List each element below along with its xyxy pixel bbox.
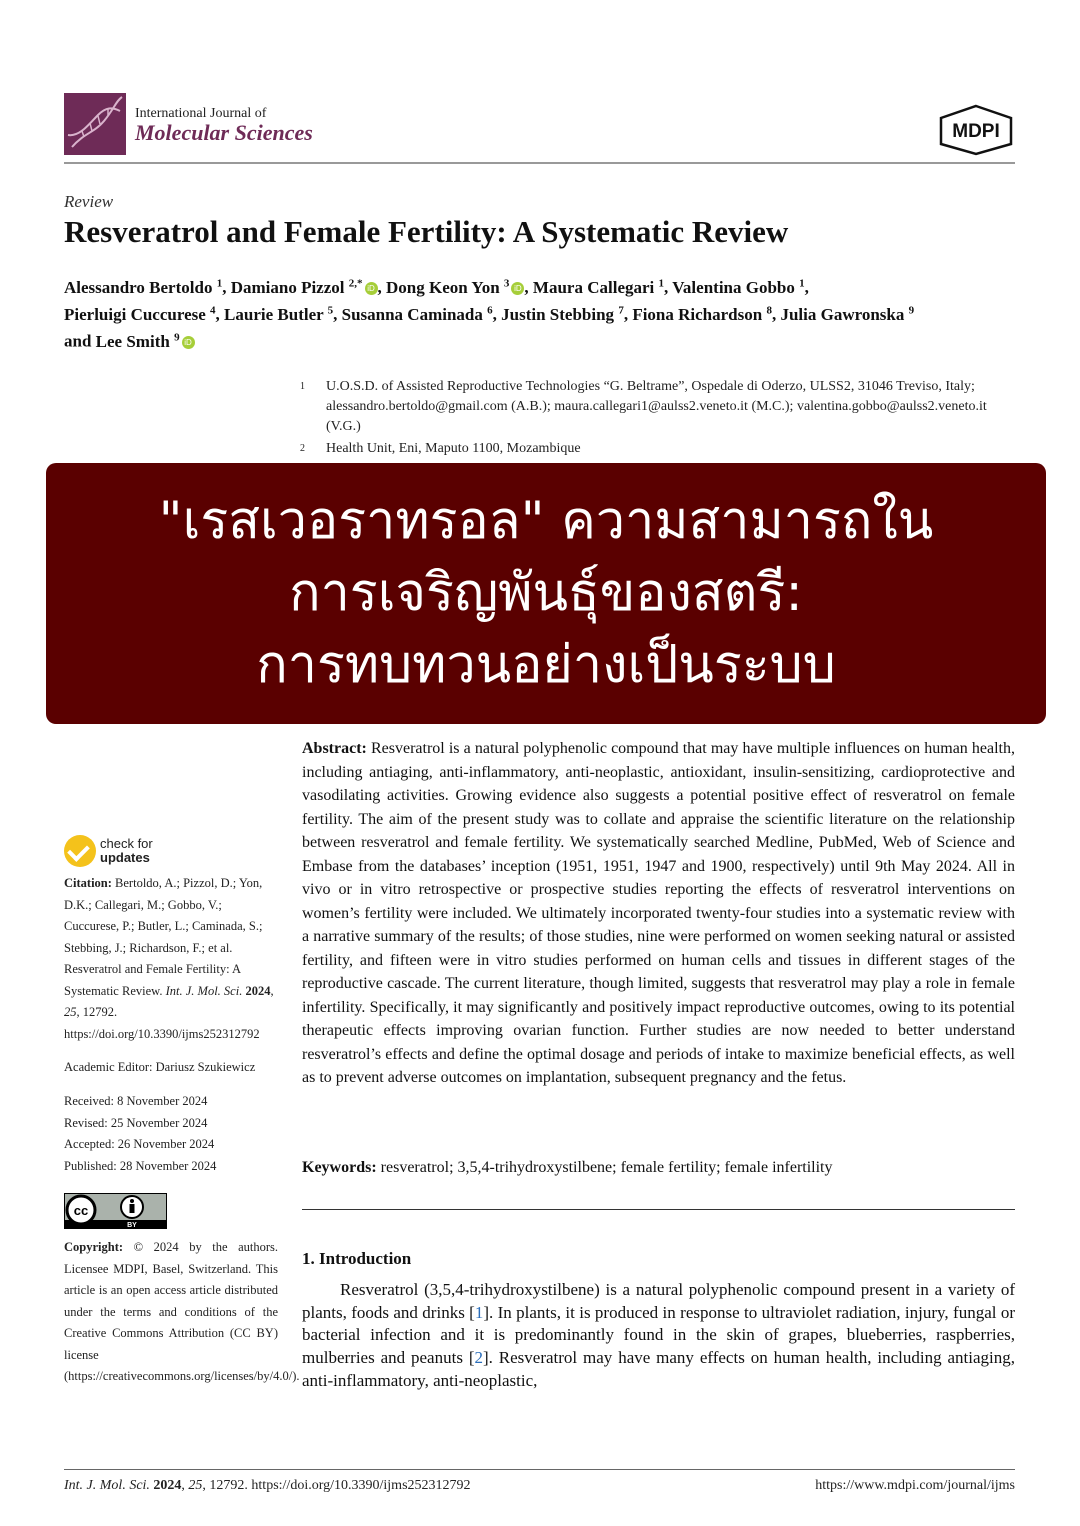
journal-logo	[64, 93, 126, 155]
check-line-2: updates	[100, 850, 150, 865]
citation-journal: Int. J. Mol. Sci.	[165, 983, 243, 998]
mdpi-logo	[937, 104, 1015, 156]
dna-icon	[64, 93, 126, 155]
section-divider	[302, 1209, 1015, 1210]
author-name: Damiano Pizzol $^{2,*}$ iD	[231, 278, 378, 297]
svg-text:MDPI: MDPI	[952, 121, 1000, 142]
author-affiliation-sup: 6	[487, 304, 493, 317]
banner-text	[46, 485, 1046, 701]
author-affiliation-sup: 1	[658, 277, 665, 289]
author-affiliation-sup: 9	[908, 304, 915, 317]
author-name: Valentina Gobbo $^1$	[672, 277, 805, 297]
footer-journal-url[interactable]: https://www.mdpi.com/journal/ijms	[815, 1478, 1015, 1493]
author-name: Susanna Caminada $^6$	[341, 304, 493, 324]
author-name: Fiona Richardson $^8$	[632, 304, 772, 324]
banner-line-2: การเจริญพันธุ์ของสตรี:	[289, 563, 803, 623]
svg-text:BY: BY	[127, 1222, 137, 1229]
footer-doi[interactable]: , 12792. https://doi.org/10.3390/ijms252312792	[202, 1478, 471, 1493]
received-date: Received: 8 November 2024	[64, 1094, 208, 1108]
check-icon	[64, 835, 96, 867]
header-rule	[64, 162, 1015, 164]
author-name: Lee Smith $^9$ iD	[96, 332, 195, 351]
copyright-text: © 2024 by the authors. Licensee MDPI, Basel, Switzerland. This article is an open access article distributed under the terms and conditions of the Creative Commons Attribution (CC BY) license (https://creativecommons.org/licenses/by/4.0/).	[64, 1240, 300, 1383]
introduction-paragraph: Resveratrol (3,5,4-trihydroxystilbene) is a natural polyphenolic compound present in a variety of plants, foods and drinks [1]. In plants, it is produced in response to ultraviolet radiation, injury, fungal or bacterial infection and it is predominantly found in the skin of grapes, blueberries, raspberries, mulberries and peanuts [2]. Resveratrol may have many effects on human health, including antiaging, anti-inflammatory, anti-neoplastic,	[302, 1280, 1016, 1390]
author-affiliation-sup: 9	[174, 331, 180, 344]
author-name: Maura Callegari $^1$	[532, 277, 665, 297]
section-heading: 1. Introduction	[302, 1249, 412, 1268]
author-affiliation-sup: 5	[327, 304, 334, 317]
abstract	[302, 737, 1015, 1090]
keywords-label: Keywords:	[302, 1159, 377, 1176]
svg-text:cc: cc	[73, 1203, 89, 1218]
copyright-label: Copyright:	[64, 1240, 124, 1254]
cc-by-license-icon[interactable]	[64, 1193, 167, 1229]
published-date: Published: 28 November 2024	[64, 1159, 217, 1173]
keywords	[302, 1159, 1015, 1177]
citation-year: 2024	[245, 983, 271, 998]
check-for-updates-badge[interactable]	[64, 835, 184, 871]
affiliation-text: U.O.S.D. of Assisted Reproductive Technologies “G. Beltrame”, Ospedale di Oderzo, ULSS2, 31046 Treviso, Italy; alessandro.bertoldo@gmail.com (A.B.); maura.callegari1@aulss2.veneto.it (M.C.); valentina.gobbo@aulss2.veneto.it (V.G.)	[326, 379, 987, 434]
article-type: Review	[64, 192, 114, 211]
author-name: Dong Keon Yon $^3$ iD	[386, 278, 524, 297]
author-affiliation-sup: 1	[799, 277, 805, 289]
author-affiliation-sup: 7	[618, 304, 624, 317]
article-title: Resveratrol and Female Fertility: A Systematic Review	[64, 214, 789, 249]
academic-editor: Academic Editor: Dariusz Szukiewicz	[64, 1060, 256, 1074]
author-affiliation-sup: 2,*	[348, 277, 363, 289]
check-line-1: check for	[100, 836, 153, 851]
orcid-icon[interactable]: iD	[365, 282, 378, 295]
author-affiliation-sup: 8	[766, 304, 772, 317]
orcid-icon[interactable]: iD	[182, 336, 195, 349]
keywords-text: resveratrol; 3,5,4-trihydroxystilbene; female fertility; female infertility	[380, 1159, 833, 1176]
author-name: Laurie Butler $^5$	[224, 304, 334, 324]
footer-citation: Int. J. Mol. Sci. 2024, 25, 12792. https://doi.org/10.3390/ijms252312792	[64, 1478, 471, 1493]
affiliation-1	[302, 377, 1022, 437]
citation: Citation: Bertoldo, A.; Pizzol, D.; Yon, D.K.; Callegari, M.; Gobbo, V.; Cuccurese, P.; Butler, L.; Caminada, S.; Stebbing, J.; Richardson, F.; et al. Resveratrol and Female Fertility: A Systematic Review. Int. J. Mol. Sci. 2024, 25, 12792. https://doi.org/10.3390/ijms252312792	[64, 876, 274, 1041]
author-name: Julia Gawronska $^9$	[780, 304, 915, 324]
title-banner	[46, 463, 1046, 724]
author-name: Pierluigi Cuccurese $^4$	[64, 304, 216, 324]
author-affiliation-sup: 3	[503, 277, 510, 289]
footer-rule	[64, 1469, 1015, 1470]
journal-prefix: International Journal of	[135, 106, 267, 121]
journal-name: Molecular Sciences	[135, 120, 313, 145]
author-affiliation-sup: 4	[210, 304, 216, 317]
citation-doi[interactable]: , 12792. https://doi.org/10.3390/ijms252312792	[64, 1005, 260, 1041]
author-name: Justin Stebbing $^7$	[501, 304, 624, 324]
affiliation-2	[302, 439, 1022, 459]
copyright	[64, 1237, 300, 1388]
revised-date: Revised: 25 November 2024	[64, 1116, 208, 1130]
reference-link[interactable]: 2	[474, 1348, 483, 1368]
author-list: Alessandro Bertoldo $^1$, Damiano Pizzol $^{2,*}$ iD , Dong Keon Yon $^3$ iD , Maura Callegari $^1$, Valentina Gobbo $^1$, Pierluigi Cuccurese $^4$, Laurie Butler $^5$, Susanna Caminada $^6$, Justin Stebbing $^7$, Fiona Richardson $^8$, Julia Gawronska $^9$ and Lee Smith $^9$ iD	[64, 277, 915, 351]
citation-volume: 25	[64, 1005, 77, 1019]
affiliation-number: 2	[300, 443, 305, 454]
banner-line-3: การทบทวนอย่างเป็นระบบ	[256, 635, 836, 695]
orcid-icon[interactable]: iD	[511, 282, 524, 295]
reference-link[interactable]: 1	[474, 1302, 484, 1322]
banner-line-1: "เรสเวอราทรอล" ความสามารถใน	[158, 491, 934, 551]
author-name: Alessandro Bertoldo $^1$	[64, 277, 223, 297]
abstract-text: Resveratrol is a natural polyphenolic compound that may have multiple influences on human health, including antiaging, anti-inflammatory, anti-neoplastic, antioxidant, insulin-sensitizing, cardioprotective and vasodilating activities. Growing evidence also suggests a potential positive effect of resveratrol on female fertility. The aim of the present study was to collate and appraise the scientific literature on the relationship between resveratrol and female fertility. We systematically searched Medline, PubMed, Web of Science and Embase from the databases’ inception (1951, 1951, 1947 and 1900, respectively) until 9th May 2024. All in vivo or in vitro retrospective or prospective studies reporting the effects of resveratrol interventions on women’s fertility were included. We ultimately incorporated twenty-four studies into a systematic review with a narrative summary of the results; of those studies, nine were performed on women seeking natural or assisted fertility, and fifteen were in vitro studies performed on human cells and tissues in different stages of the reproductive cascade. The current literature, though limited, suggests that resveratrol may play a role in female infertility. Specifically, it may significantly and positively impact reproductive outcomes, owing to its potential therapeutic effects improving ovarian function. Further studies are now needed to better understand resveratrol’s effects and define the optimal dosage and periods of intake to maximize beneficial effects, as well as to prevent adverse outcomes on implantation, subsequent pregnancy and the fetus.	[302, 740, 1016, 1086]
author-affiliation-sup: 1	[216, 277, 223, 289]
affiliation-number: 1	[300, 381, 305, 392]
abstract-label: Abstract:	[302, 740, 367, 757]
author-conjunction: and	[64, 331, 96, 351]
affiliation-text: Health Unit, Eni, Maputo 1100, Mozambique	[326, 441, 581, 456]
citation-text: Bertoldo, A.; Pizzol, D.; Yon, D.K.; Callegari, M.; Gobbo, V.; Cuccurese, P.; Butler, L.; Caminada, S.; Stebbing, J.; Richardson, F.; et al. Resveratrol and Female Fertility: A Systematic Review.	[64, 876, 263, 998]
accepted-date: Accepted: 26 November 2024	[64, 1137, 215, 1151]
citation-label: Citation:	[64, 876, 112, 890]
